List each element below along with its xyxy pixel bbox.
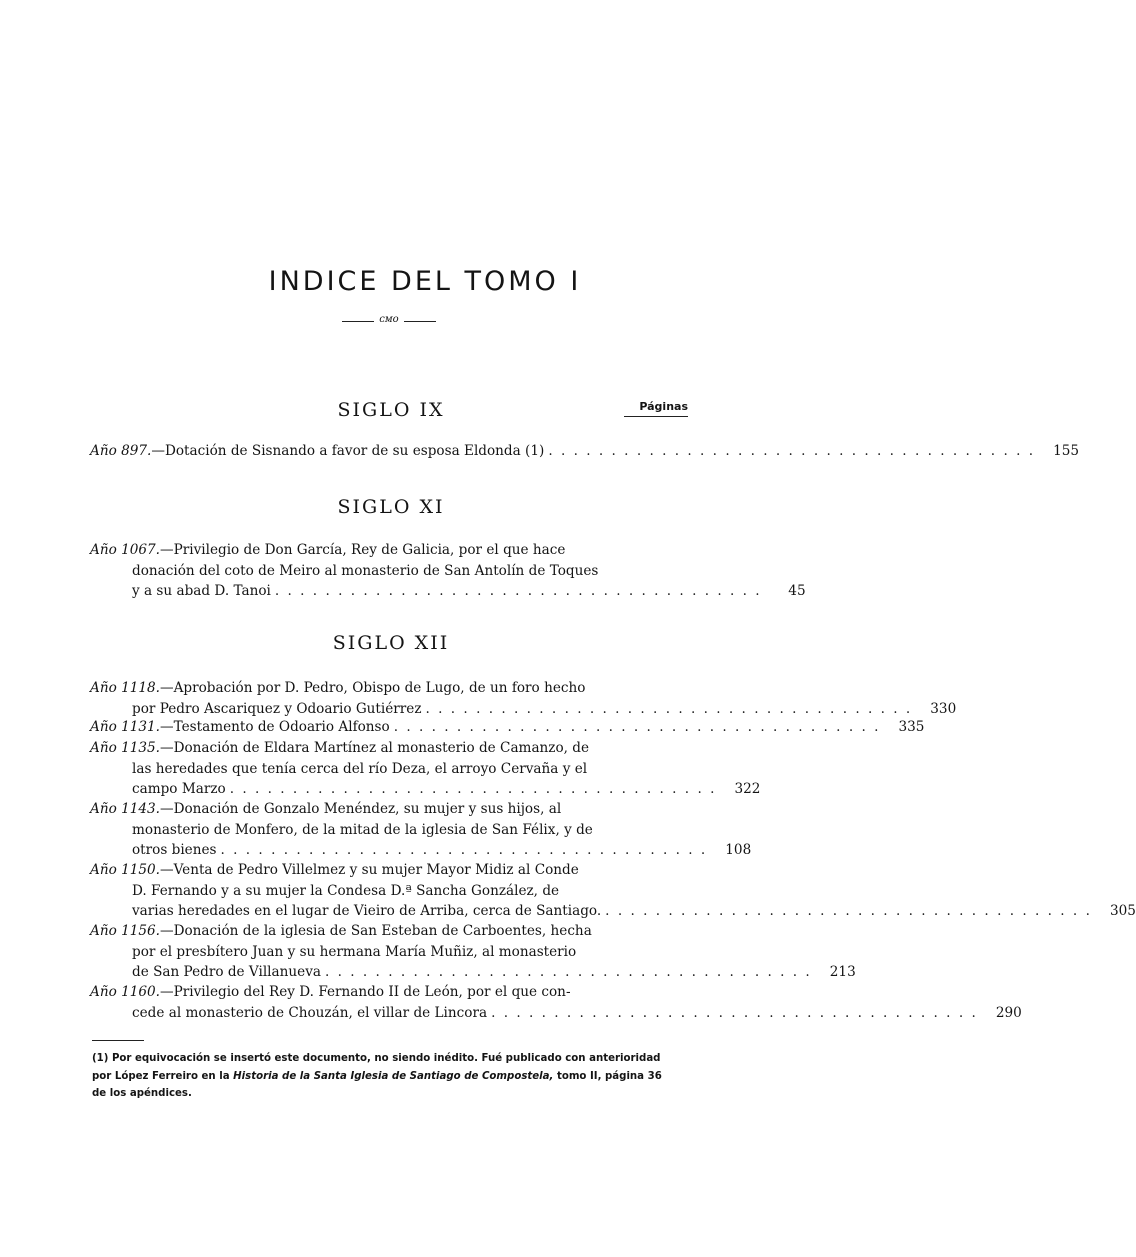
page-number: 322 — [734, 781, 761, 797]
title-ornament: ᴄᴍᴏ — [342, 314, 436, 325]
entry-text: varias heredades en el lugar de Vieiro de Arriba, cerca de Santiago. — [132, 903, 602, 919]
index-entry — [90, 441, 1080, 462]
entry-year: Año 1135. — [90, 740, 160, 756]
index-entry — [90, 921, 856, 983]
page-number: 290 — [995, 1004, 1022, 1021]
entry-line — [90, 678, 686, 699]
entry-text: —Donación de Eldara Martínez al monasterio de Camanzo, de — [160, 740, 590, 756]
entry-line — [90, 921, 686, 942]
entry-line — [90, 441, 1080, 462]
index-entry — [90, 982, 1022, 1023]
entry-text: campo Marzo — [132, 781, 226, 797]
entry-line — [90, 717, 925, 738]
page-number: 213 — [829, 964, 856, 980]
footnote-rule — [92, 1040, 144, 1041]
entry-line — [90, 799, 686, 820]
dot-leader — [487, 1003, 982, 1024]
footnote-line-1: (1) Por equivocación se insertó este documento, no siendo inédito. Fué publicado con anterioridad — [92, 1053, 661, 1064]
entry-line — [90, 820, 686, 841]
dot-leader — [422, 699, 917, 720]
dot-leader — [601, 901, 1096, 922]
entry-text: cede al monasterio de Chouzán, el villar de Lincora — [132, 1004, 488, 1021]
entry-text: —Dotación de Sisnando a favor de su esposa Eldonda (1) — [151, 443, 545, 459]
entry-text: las heredades que tenía cerca del río Deza, el arroyo Cervaña y el — [132, 760, 588, 777]
entry-line — [90, 699, 957, 720]
entry-text: monasterio de Monfero, de la mitad de la iglesia de San Félix, y de — [132, 821, 593, 838]
footnote-text: tomo II, página 36 — [553, 1070, 662, 1082]
entry-year: Año 1131. — [90, 719, 160, 735]
entry-line — [90, 860, 686, 881]
section-heading: SIGLO XI — [337, 496, 445, 518]
index-entry — [90, 678, 957, 719]
footnote-text: por López Ferreiro en la — [92, 1070, 234, 1082]
page-title: INDICE DEL TOMO I — [268, 266, 582, 297]
entry-text: —Testamento de Odoario Alfonso — [160, 719, 390, 735]
footnote-book-title: Historia de la Santa Iglesia de Santiago de Compostela, — [233, 1070, 554, 1082]
entry-line — [90, 779, 761, 800]
page-number: 335 — [898, 719, 925, 735]
entry-year: Año 1067. — [90, 542, 160, 558]
entry-line — [90, 942, 686, 963]
entry-line — [90, 1003, 1022, 1024]
section-heading: SIGLO IX — [337, 399, 445, 421]
entry-year: Año 897. — [90, 443, 152, 459]
footnote-line-3: de los apéndices. — [92, 1088, 192, 1099]
entry-line — [90, 840, 752, 861]
entry-text: y a su abad D. Tanoi — [132, 583, 271, 599]
index-entry — [90, 540, 806, 602]
entry-line — [90, 962, 856, 983]
page-number: 330 — [930, 700, 957, 717]
entry-text: otros bienes — [132, 842, 217, 858]
entry-year: Año 1143. — [90, 801, 160, 817]
index-entry — [90, 738, 761, 800]
entry-text: de San Pedro de Villanueva — [132, 964, 321, 980]
entry-line — [90, 901, 1136, 922]
entry-line — [90, 881, 686, 902]
entry-text: —Venta de Pedro Villelmez y su mujer Mayor Midiz al Conde — [160, 862, 579, 878]
entry-text: —Donación de Gonzalo Menéndez, su mujer y sus hijos, al — [160, 801, 562, 817]
section-heading: SIGLO XII — [332, 632, 450, 654]
dot-leader — [544, 441, 1039, 462]
entry-text: donación del coto de Meiro al monasterio de San Antolín de Toques — [132, 562, 599, 579]
entry-year: Año 1160. — [90, 984, 160, 1000]
entry-line — [90, 982, 686, 1003]
entry-text: —Privilegio de Don García, Rey de Galicia, por el que hace — [160, 542, 566, 558]
page-number: 305 — [1109, 903, 1136, 919]
page-number: 155 — [1053, 443, 1080, 459]
entry-line — [90, 540, 686, 561]
entry-line — [90, 738, 686, 759]
entry-year: Año 1150. — [90, 862, 160, 878]
page-number: 45 — [788, 583, 806, 599]
index-entry — [90, 860, 1136, 922]
dot-leader — [321, 962, 816, 983]
dot-leader — [217, 840, 712, 861]
page-number: 108 — [725, 842, 752, 858]
dot-leader — [390, 717, 885, 738]
dot-leader — [226, 779, 721, 800]
footnote — [92, 1050, 700, 1103]
entry-text: —Aprobación por D. Pedro, Obispo de Lugo, de un foro hecho — [160, 680, 586, 696]
entry-line — [90, 581, 806, 602]
index-entry — [90, 799, 752, 861]
entry-year: Año 1156. — [90, 923, 160, 939]
entry-text: por Pedro Ascariquez y Odoario Gutiérrez — [132, 700, 422, 717]
entry-text: por el presbítero Juan y su hermana María Muñiz, al monasterio — [132, 943, 577, 960]
entry-line — [90, 561, 686, 582]
entry-line — [90, 759, 686, 780]
index-entry — [90, 717, 925, 738]
footnote-line-2 — [92, 1068, 700, 1086]
entry-text: —Donación de la iglesia de San Esteban de Carboentes, hecha — [160, 923, 592, 939]
paginas-header: Páginas — [624, 400, 688, 417]
entry-year: Año 1118. — [90, 680, 160, 696]
entry-text: D. Fernando y a su mujer la Condesa D.ª Sancha González, de — [132, 882, 560, 899]
entry-text: —Privilegio del Rey D. Fernando II de León, por el que con- — [160, 984, 571, 1000]
dot-leader — [271, 581, 766, 602]
